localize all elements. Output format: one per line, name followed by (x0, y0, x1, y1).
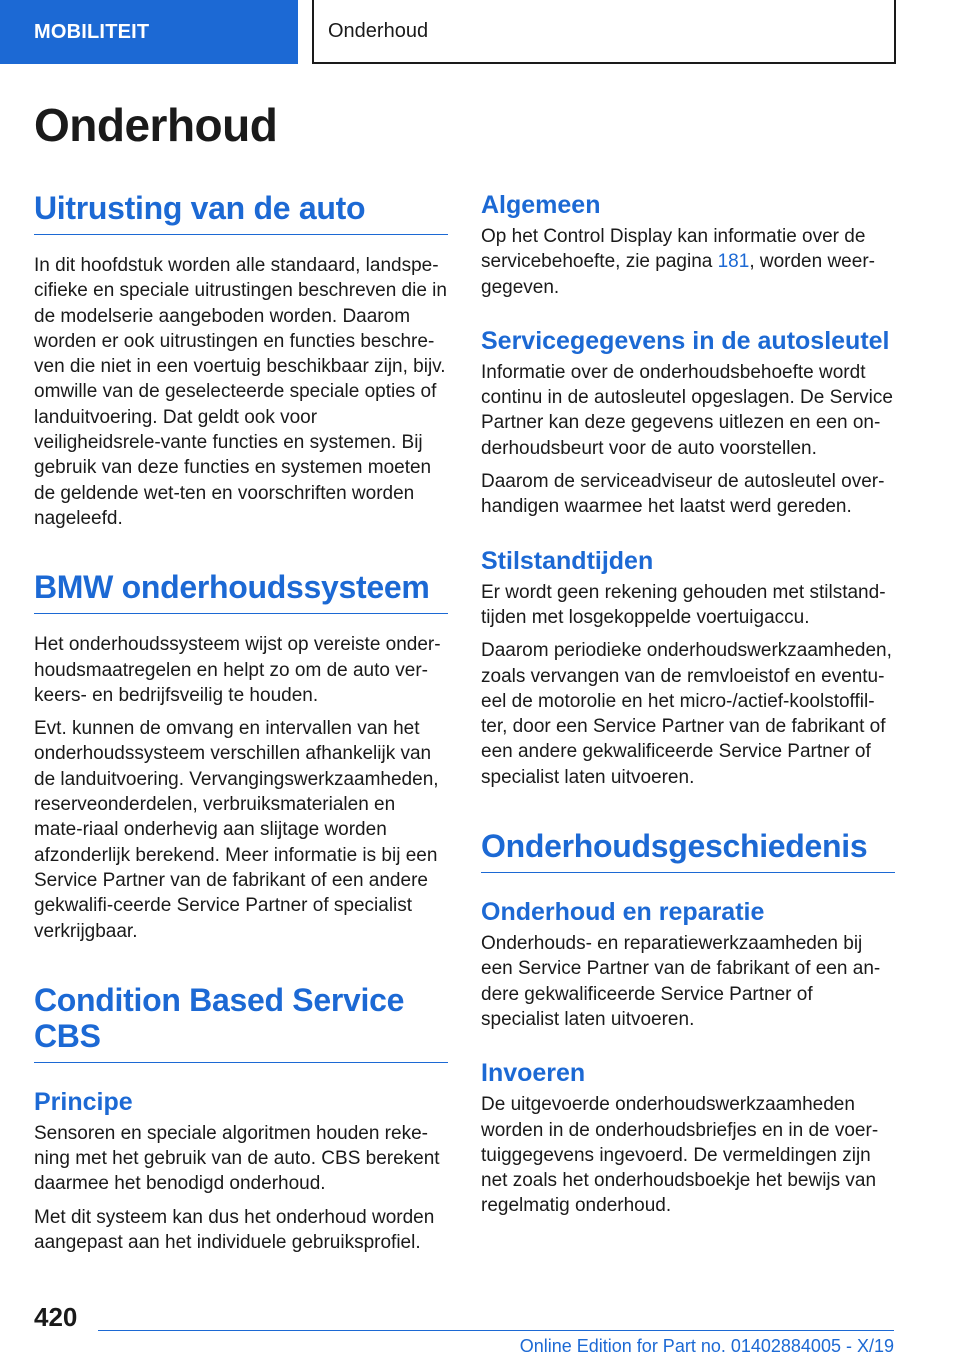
paragraph-principe-1: Sensoren en speciale algoritmen houden reke-ning met het gebruik van de auto. CBS berekent daarmee het benodigd onderhoud. (34, 1122, 440, 1195)
paragraph-bmw-2: Evt. kunnen de omvang en intervallen van het onderhoudssysteem verschillen afhankelijk van de landuitvoering. Vervangingswerkzaamheden, reserveonderdelen, verbruiksmaterialen en mate-riaal onderhevig aan slijtage worden afzonderlijk berekend. Meer informatie is bij een Service Partner van de fabrikant of een andere gekwalifi-ceerde Service Partner of specialist verkrijgbaar. (34, 718, 439, 942)
subsection-title-algemeen: Algemeen (481, 191, 601, 219)
page-title: Onderhoud (34, 99, 278, 151)
subsection-title-invoeren: Invoeren (481, 1059, 586, 1088)
paragraph-servicegegevens-2: Daarom de serviceadviseur de autosleutel over-handigen waarmee het laatst werd gereden. (481, 471, 885, 518)
subsection-title-stilstandtijden: Stilstandtijden (481, 546, 654, 575)
paragraph-invoeren: De uitgevoerde onderhoudswerkzaamheden worden in de onderhoudsbriefjes en in de voer-tuiggegevens ingevoerd. De vermeldingen zijn net zoals het onderhoudsboekje het bewijs van regelmatig onderhoud. (481, 1094, 879, 1217)
paragraph-uitrusting: In dit hoofdstuk worden alle standaard, landspe-cifieke en speciale uitrustingen beschreven die in de modelserie aangeboden worden. Daarom worden er ook uitrustingen en functies beschre-ven die niet in een voertuig beschikbaar zijn, bijv. omwille van de geselecteerde speciale opties of landuitvoering. Dat geldt ook voor veiligheidsrele-vante functies en systemen. Bij gebruik van deze functies en systemen moeten de geldende wet-ten en voorschriften worden nageleefd. (34, 255, 447, 529)
footer-edition-text: Online Edition for Part no. 01402884005 - X/19 (519, 1336, 894, 1356)
paragraph-principe-2: Met dit systeem kan dus het onderhoud worden aangepast aan het individuele gebruiksprofiel. (34, 1206, 435, 1254)
algemeen-text-after: , worden weer-gegeven. (481, 251, 875, 298)
algemeen-text-before: Op het Control Display kan informatie over de servicebehoefte, zie pagina (481, 226, 866, 273)
section-title-uitrusting: Uitrusting van de auto (34, 190, 448, 235)
paragraph-algemeen (481, 224, 895, 300)
subsection-title-principe: Principe (34, 1087, 133, 1116)
footer-divider (98, 1330, 894, 1331)
paragraph-reparatie: Onderhouds- en reparatiewerkzaamheden bij een Service Partner van de fabrikant of een an-dere gekwalificeerde Service Partner of specialist laten uitvoeren. (481, 933, 881, 1030)
section-title-cbs: Condition Based Service CBS (34, 982, 448, 1063)
right-column (481, 190, 895, 1219)
header-section-tab: MOBILITEIT (0, 0, 298, 64)
paragraph-stilstand-2: Daarom periodieke onderhoudswerkzaamheden, zoals vervangen van de remvloeistof en eventu-eel de motorolie en het micro-/actief-koolstoffil-ter, door een Service Partner van de fabrikant of een andere gekwalificeerde Service Partner of specialist laten uitvoeren. (481, 640, 892, 788)
paragraph-bmw-1: Het onderhoudssysteem wijst op vereiste onder-houdsmaatregelen en helpt zo om de auto ver-keers- en bedrijfsveilig te houden. (34, 634, 441, 706)
section-title-onderhoudsgeschiedenis: Onderhoudsgeschiedenis (481, 828, 895, 873)
header-topic: Onderhoud (312, 0, 896, 64)
subsection-title-servicegegevens: Servicegegevens in de autosleutel (481, 326, 890, 355)
paragraph-servicegegevens-1: Informatie over de onderhoudsbehoefte wordt continu in de autosleutel opgeslagen. De Service Partner kan deze gegevens uitlezen en een on-derhoudsbeurt voor de auto voorstellen. (481, 361, 893, 459)
paragraph-stilstand-1: Er wordt geen rekening gehouden met stilstand-tijden met losgekoppelde voertuigaccu. (481, 581, 886, 628)
page-number: 420 (34, 1302, 78, 1332)
section-title-bmw-onderhoudssysteem: BMW onderhoudssysteem (34, 569, 448, 614)
left-column (34, 190, 448, 1255)
subsection-title-onderhoud-en-reparatie: Onderhoud en reparatie (481, 898, 765, 927)
page-link-181[interactable]: 181 (717, 251, 750, 273)
